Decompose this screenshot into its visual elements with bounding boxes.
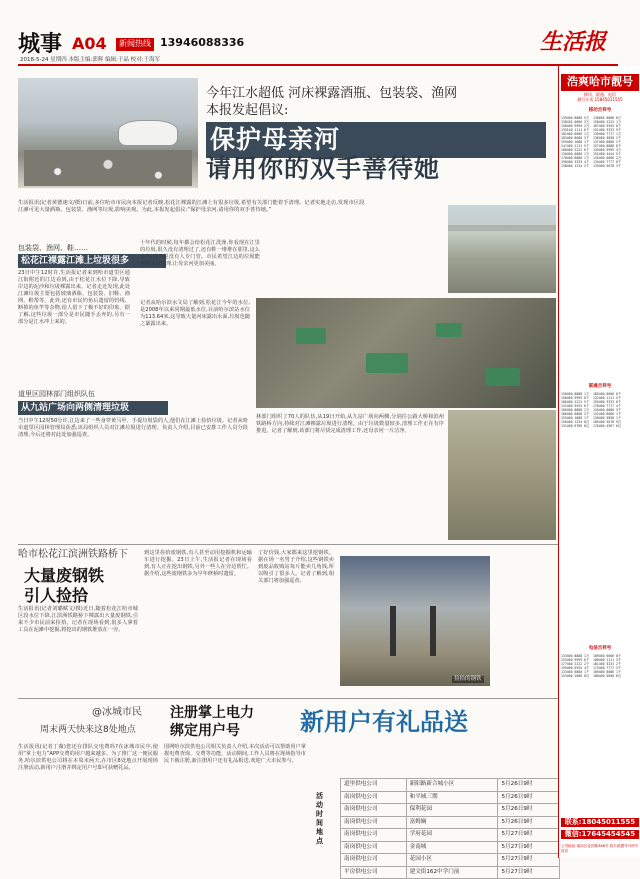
- event-company-cell: 南岗供电公司: [341, 816, 407, 829]
- lead-kicker-1: 包装袋、渔网、鞋……: [18, 244, 88, 252]
- lead-column-4: 林部门组织了70人的队伍,从19日开始,从九站广场向两侧,分别往公路大桥和滨州铁路桥方向,持续对江滩裸露垃圾进行清理。由于垃圾数量较多,清理工作正在有序推进。记者了解到,该部门将尽快完成清理工作,还母亲河一片洁净。: [256, 414, 444, 435]
- event-time-cell: 5月27日9时: [498, 841, 560, 854]
- photo-glass-shards: [256, 298, 556, 408]
- sidebar-section-2: 联通吉祥号: [588, 384, 612, 389]
- ad-sidebar: [558, 66, 640, 858]
- lead-column-1: 23日中午12时许,生活报记者来到哈市道里区通江街附近的江边看到,由于松花江水位下降,导致岸边的泥沙和垃圾裸露出来。记者走近发现,此处江滩垃圾主要包括玻璃酒瓶、包装袋、旧鞋、渔网、鞋帮等。此外,还有市民钓鱼后遗留的钓线、断掉的鱼竿等杂物,给人留下了极不好的印象。据了解,这些垃圾一部分是市民随手丢弃的,另有一部分是江水冲上来的。: [18, 270, 130, 326]
- sidebar-contact-1: 联系:18045011555: [561, 818, 639, 827]
- event-row: [341, 841, 560, 854]
- lead-column-2b: 记者从哈尔滨水文局了解到,松花江今年的水位,是2008年以来同期最低水位,目前哈尔滨站水位为113.64米,这导致大量河床露出水面,垃圾也随之暴露出来。: [140, 300, 250, 328]
- hotline-phone: 13946088336: [160, 36, 245, 49]
- lead-column-2: 十年代的时候,每年都会给松花江洗澡,你看现在江里的垃圾,很久没有清理过了,还有鞋一堆堆在那里,这么多年,应该是没有人专门管。市民希望江边的垃圾能得到及时清理,让母亲河更加美丽。: [140, 240, 260, 268]
- swan-boat-shape: [118, 120, 178, 146]
- lead-intro: 生活报讯(记者黄德速文/摄)日前,多位哈市市民向本报记者反映,松花江裸露的江滩上有很多垃圾,希望有关部门能着手清理。记者实地走访,发现市区段江滩可见大量酒瓶、包装袋、渔网等垃圾,影响美观。为此,本报发起倡议:“保护母亲河,请用你的双手善待她。”: [18, 200, 365, 214]
- event-place-cell: 建文街162中学门前: [406, 866, 498, 879]
- event-row: [341, 804, 560, 817]
- event-time-cell: 5月27日9时: [498, 854, 560, 867]
- power-column-1: 生活报讯(记者丁薇)您还在排队交电费吗?在冰城市民中,使用“掌上电力”APP交费的用户越来越多。为了推广这一便民服务,哈尔滨供电公司将在本周末两天,在市区8处地点开展现场注册活动,新用户注册并绑定用户号即可获赠礼品。: [18, 744, 158, 772]
- steel-photo-caption: 捡拾的钢铁: [454, 676, 482, 682]
- steel-headline-1: 大量废钢铁: [24, 566, 105, 585]
- power-headline-2: 绑定用户号: [170, 723, 240, 739]
- riverbank-debris-shape: [24, 150, 192, 186]
- steel-column-1: 生活报讯(记者刘璐赋文/摄)近日,随着松花江哈市城区段水位下降,江滨洲铁路桥下裸露出大量废钢铁,引来不少市民前来捡拾。记者在现场看到,很多人拿着工具在泥滩中挖掘,将挖出的钢铁堆放在一旁。: [18, 606, 138, 634]
- event-company-cell: 南岗供电公司: [341, 791, 407, 804]
- sidebar-subline: [561, 92, 639, 103]
- page-number: A04: [72, 34, 107, 53]
- lead-subheadline-2: 本报发起倡议:: [206, 103, 289, 118]
- section-divider: [18, 544, 558, 545]
- event-time-cell: 5月26日9时: [498, 816, 560, 829]
- event-place-cell: 新阳路新合城小区: [406, 779, 498, 792]
- event-company-cell: 南岗供电公司: [341, 804, 407, 817]
- event-company-cell: 南岗供电公司: [341, 829, 407, 842]
- event-row: [341, 866, 560, 879]
- power-headline-1: 注册掌上电力: [170, 705, 254, 721]
- power-column-2: 国网哈尔滨供电公司相关负责人介绍,本次活动可以帮助用户掌握电费查询、交费等功能。活动期间,工作人员将在现场指导市民下载注册,新注册用户还有礼品相送,欢迎广大市民参与。: [164, 744, 306, 765]
- photo-steel-scavengers: [340, 556, 490, 686]
- glass-shard: [366, 353, 408, 373]
- power-promo-headline: 新用户有礼品送: [300, 708, 468, 736]
- lead-headline-main-2: 请用你的双手善待她: [206, 154, 441, 183]
- date-line: 2018-5-24 星期四 本版主编:郭辉 编辑:于晶 校对:于海军: [20, 57, 161, 63]
- section-title: 城事: [18, 31, 63, 57]
- event-row: [341, 816, 560, 829]
- glass-shard: [296, 328, 326, 344]
- lead-column-3: 当日中午12时50分许,江边来了一些身穿黄马甲、手提垃圾袋的人,他们在江滩上捡拾垃圾。记者从哈市道里区园林管理局获悉,该局组织人员对江滩垃圾进行清理。负责人介绍,目前已安排工作人员分段清理,今后还将对此处加强巡查。: [18, 418, 248, 439]
- page-header: [0, 0, 640, 66]
- photo-tree-roots: [448, 410, 556, 540]
- event-row: [341, 854, 560, 867]
- newspaper-logo: 生活报: [540, 29, 607, 55]
- hero-photo-riverbank: [18, 78, 198, 188]
- section-divider: [18, 698, 558, 699]
- lead-subheadline-1: 今年江水超低 河床裸露酒瓶、包装袋、渔网: [206, 86, 458, 101]
- event-time-cell: 5月26日9时: [498, 779, 560, 792]
- sidebar-subline-2: 靓号专卖 15845011555: [577, 97, 623, 103]
- sidebar-number-list-1: 139460 8888 5万 136666 8888 8万 138455 6666 3万 150460 2222 1万 158460 9999 2万 187460 5555 8千 135140 1111 6千 151460 3333 9千 182460 6666 1万 139460 7777 1万 183460 8686 3千 138460 5858 2千 159460 1688 1千 137460 6868 2千 147460 1111 5千 157460 8888 8千 188460 2222 6千 139460 9999 3万 136460 0000 1万 152460 4444 5千 178460 8888 1万 135460 6666 2万 198460 3333 4千 134460 7777 6千 138460 1234 2千 139460 5678 3千: [561, 116, 622, 168]
- lead-subhead-bar-1: 松花江裸露江滩上垃圾很多: [18, 254, 166, 268]
- event-table: [340, 778, 560, 879]
- steel-column-3: 了好价钱,大家都来这里挖钢铁。据在场一名男子介绍,这些钢铁卖到废品收购站每斤能卖几角钱,所以吸引了很多人。记者了解到,相关部门将加强巡查。: [258, 550, 334, 585]
- glass-shard: [486, 368, 520, 386]
- event-row: [341, 829, 560, 842]
- event-place-cell: 富姆娴: [406, 816, 498, 829]
- event-place-cell: 学府花园: [406, 829, 498, 842]
- photo-river-bridge: [448, 205, 556, 293]
- lead-headline-main-1: 保护母亲河: [206, 122, 546, 158]
- glass-shard: [436, 323, 462, 337]
- bridge-shape: [448, 225, 556, 231]
- event-time-cell: 5月26日9时: [498, 804, 560, 817]
- hotline-label: 新闻热线: [116, 38, 154, 51]
- event-place-cell: 保利花园: [406, 804, 498, 817]
- sidebar-title: 浩爽哈市靓号: [561, 74, 639, 91]
- event-table-label: 活动时间地点: [316, 792, 323, 846]
- event-time-cell: 5月27日9时: [498, 866, 560, 879]
- lead-subhead-bar-2: 从九站广场向两侧清理垃圾: [18, 401, 168, 415]
- sidebar-number-list-3: 133460 8888 1万 189460 6666 8千 153460 9999 6千 180460 1111 3千 177460 2222 2千 181460 3333 2千 199460 5555 4千 173460 7777 3千 133460 6868 1千 189460 8686 1千 153460 1688 8百 180460 5858 6百: [561, 654, 622, 678]
- steel-kicker: 哈市松花江滨洲铁路桥下: [18, 549, 128, 560]
- sidebar-contact-2: 微信:17645454545: [561, 830, 639, 839]
- sidebar-subline-1: 移动、联通、电信: [584, 92, 616, 97]
- event-row: [341, 779, 560, 792]
- event-time-cell: 5月27日9时: [498, 829, 560, 842]
- sidebar-section-1: 移动吉祥号: [588, 108, 612, 113]
- event-company-cell: 道里供电公司: [341, 779, 407, 792]
- event-row: [341, 791, 560, 804]
- person-silhouette: [390, 606, 396, 656]
- event-company-cell: 南岗供电公司: [341, 841, 407, 854]
- sidebar-address: 公司地址:南岗区花园街386号,哈尔滨靓号号码专营店: [561, 844, 639, 853]
- event-time-cell: 5月26日9时: [498, 791, 560, 804]
- steel-headline-2: 引人捡拾: [24, 586, 89, 605]
- event-place-cell: 花园小区: [406, 854, 498, 867]
- event-company-cell: 平房供电公司: [341, 866, 407, 879]
- steel-column-2: 到这里捡拾废钢铁,有人甚至动用挖掘机和运输车进行挖掘。23日上午,生活报记者在现场看到,有人正在挖出钢铁,另外一些人在旁边帮忙。据介绍,这些废钢铁多为早年修桥时遗留。: [144, 550, 252, 578]
- sidebar-section-3: 电信吉祥号: [588, 646, 612, 651]
- power-kicker-2: 周末两天快来这8处地点: [40, 725, 136, 735]
- header-rule: [18, 64, 618, 66]
- person-silhouette: [430, 606, 436, 656]
- event-company-cell: 南岗供电公司: [341, 854, 407, 867]
- event-place-cell: 金南城: [406, 841, 498, 854]
- sidebar-number-list-2: 130460 8888 1万 185460 6666 6千 156460 9999 8千 132460 1111 5千 186460 2222 5千 155460 3333 6千 131460 5555 6千 176460 7777 4千 166460 8888 1万 145460 0000 3千 186460 6868 2千 132460 8686 1千 155460 1688 1千 130460 5858 1千 156460 1234 8百 185460 5678 9百 131460 6789 8百 176460 4567 6百: [561, 392, 622, 428]
- event-place-cell: 和平城三期: [406, 791, 498, 804]
- power-kicker-1: @冰城市民: [92, 707, 142, 718]
- lead-kicker-2: 道里区园林部门组织队伍: [18, 390, 95, 398]
